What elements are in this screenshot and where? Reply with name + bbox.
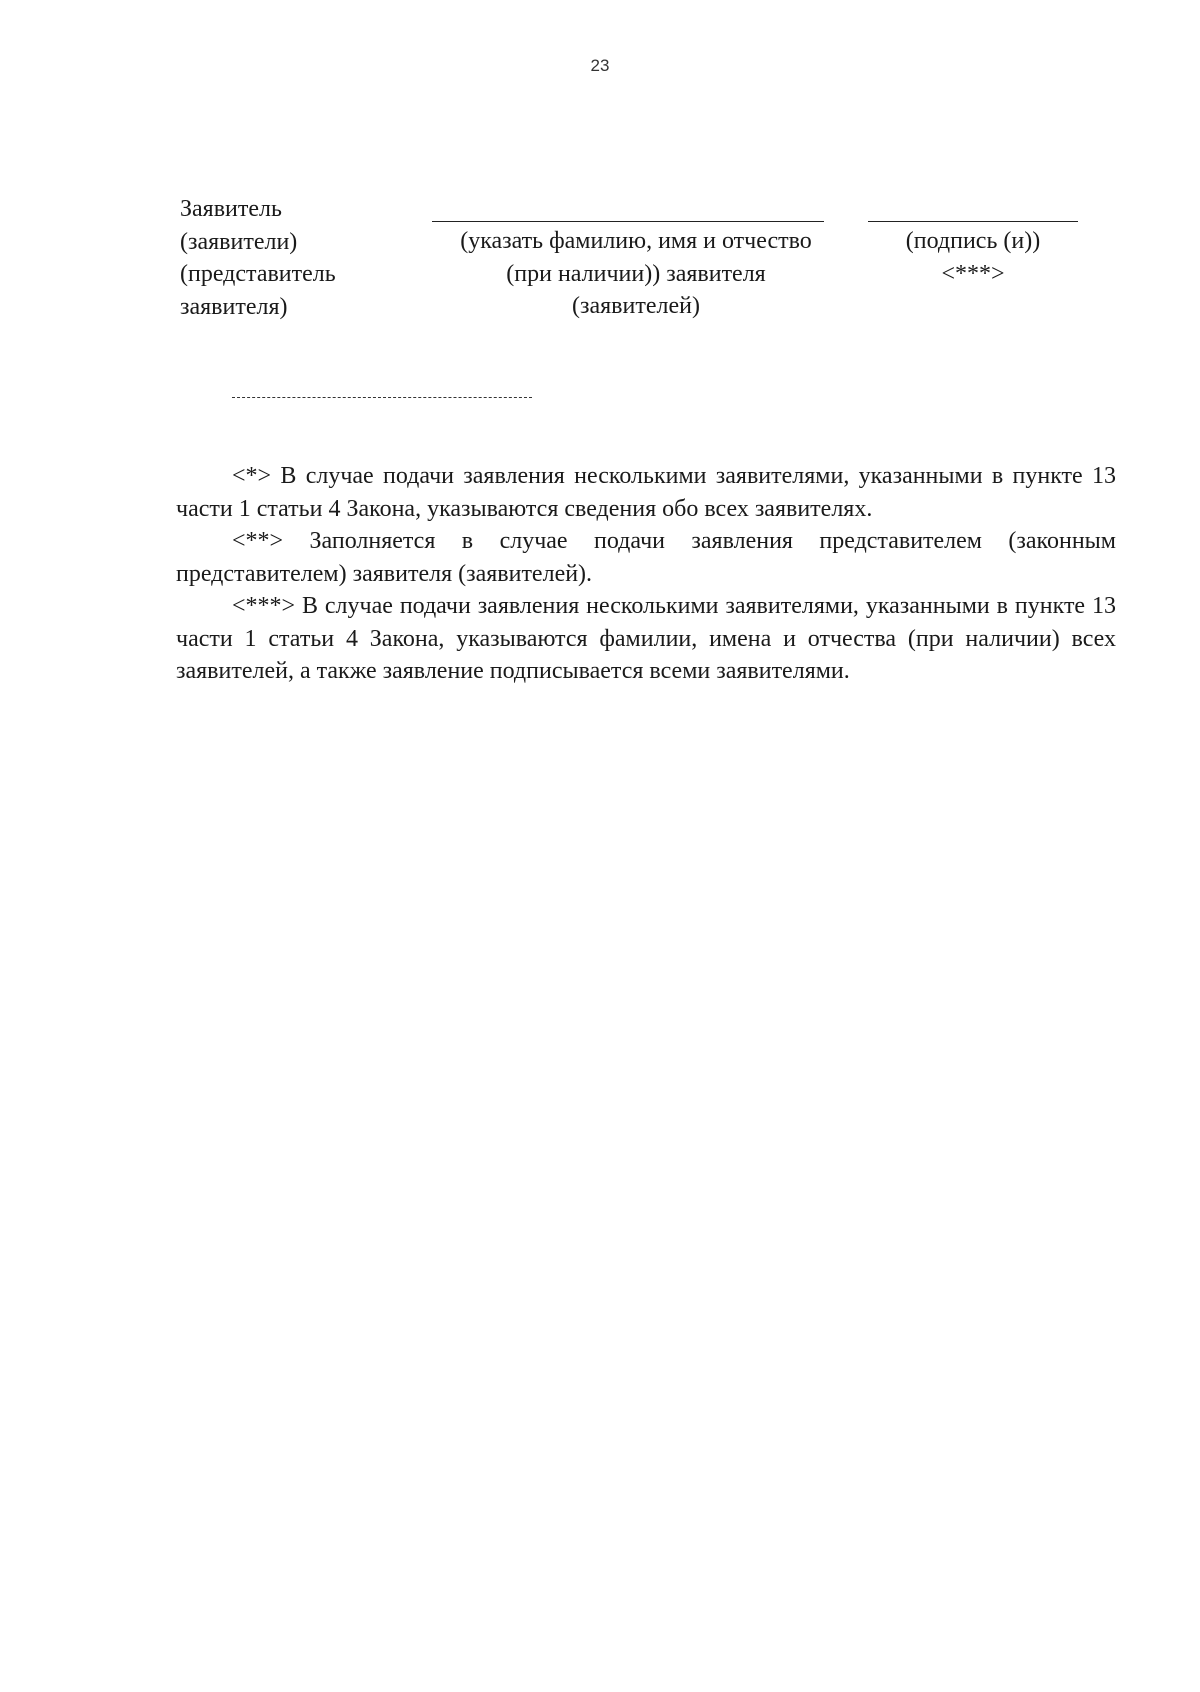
- footnote-1: <*> В случае подачи заявления несколькими заявителями, указанными в пункте 13 части 1 статьи 4 Закона, указываются сведения обо всех заявителях.: [176, 463, 1116, 522]
- signature-column: [868, 193, 1078, 290]
- applicant-name-column: [432, 193, 852, 323]
- signature-line: [868, 193, 1078, 222]
- applicant-label: Заявитель (заявители) (представитель заявителя): [180, 196, 336, 320]
- footnote-3: <***> В случае подачи заявления несколькими заявителями, указанными в пункте 13 части 1 статьи 4 Закона, указываются фамилии, имена и отчества (при наличии) всех заявителей, а также заявление подписывается всеми заявителями.: [176, 593, 1116, 684]
- applicant-name-line: [432, 193, 824, 222]
- applicant-name-caption: (указать фамилию, имя и отчество (при наличии)) заявителя (заявителей): [460, 228, 812, 319]
- signature-caption: (подпись (и)) <***>: [905, 228, 1041, 287]
- signature-block: [0, 193, 1200, 333]
- footnote-2: <**> Заполняется в случае подачи заявления представителем (законным представителем) заявителя (заявителей).: [176, 528, 1116, 587]
- footnote-separator: [232, 397, 532, 400]
- page-number: 23: [590, 56, 610, 75]
- footnotes: [176, 460, 1116, 688]
